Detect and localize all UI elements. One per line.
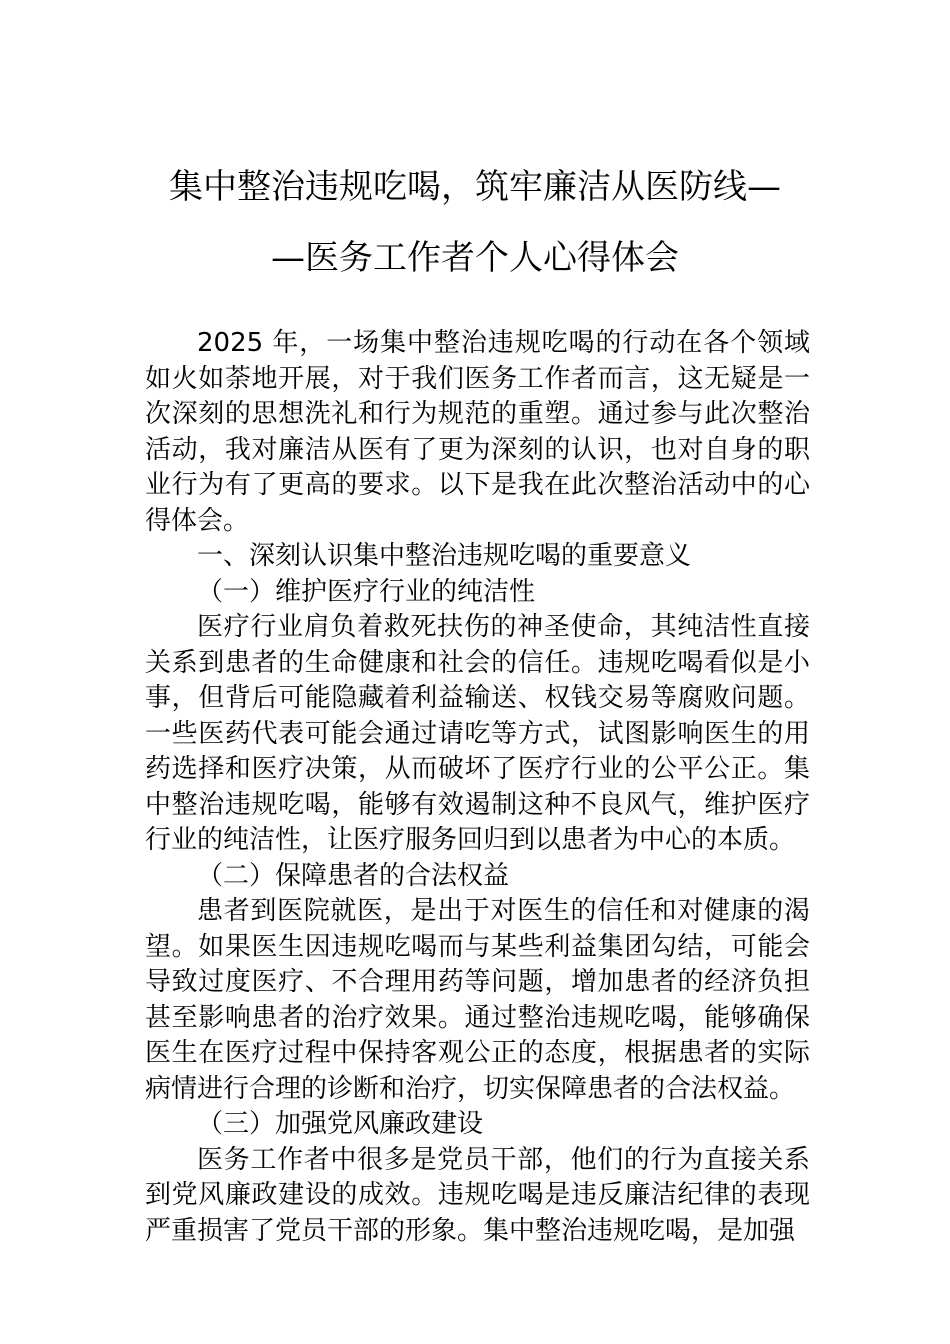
document-title-line-2: —医务工作者个人心得体会: [271, 238, 679, 278]
document-body: [145, 326, 810, 1249]
body-paragraph: 医务工作者中很多是党员干部，他们的行为直接关系到党风廉政建设的成效。违规吃喝是违反廉洁纪律的表现严重损害了党员干部的形象。集中整治违规吃喝，是加强: [145, 1144, 810, 1246]
document-title-line-1: 集中整治违规吃喝，筑牢廉洁从医防线—: [169, 167, 781, 207]
intro-paragraph: 2025 年，一场集中整治违规吃喝的行动在各个领域如火如荼地开展，对于我们医务工作者而言，这无疑是一次深刻的思想洗礼和行为规范的重塑。通过参与此次整治活动，我对廉洁从医有了更为深刻的认识，也对自身的职业行为有了更高的要求。以下是我在此次整治活动中的心得体会。: [145, 328, 810, 536]
section-heading: 一、深刻认识集中整治违规吃喝的重要意义: [197, 541, 692, 571]
body-paragraph: 医疗行业肩负着救死扶伤的神圣使命，其纯洁性直接关系到患者的生命健康和社会的信任。违规吃喝看似是小事，但背后可能隐藏着利益输送、权钱交易等腐败问题。一些医药代表可能会通过请吃等方式，试图影响医生的用药选择和医疗决策，从而破坏了医疗行业的公平公正。集中整治违规吃喝，能够有效遏制这种不良风气，维护医疗行业的纯洁性，让医疗服务回归到以患者为中心的本质。: [145, 612, 810, 855]
subsection-heading: （三）加强党风廉政建设: [197, 1109, 484, 1139]
subsection-heading: （二）保障患者的合法权益: [197, 860, 510, 891]
subsection-heading: （一）维护医疗行业的纯洁性: [197, 576, 536, 607]
body-paragraph: 患者到医院就医，是出于对医生的信任和对健康的渴望。如果医生因违规吃喝而与某些利益集团勾结，可能会导致过度医疗、不合理用药等问题，增加患者的经济负担甚至影响患者的治疗效果。通过整治违规吃喝，能够确保医生在医疗过程中保持客观公正的态度，根据患者的实际病情进行合理的诊断和治疗，切实保障患者的合法权益。: [145, 896, 810, 1104]
